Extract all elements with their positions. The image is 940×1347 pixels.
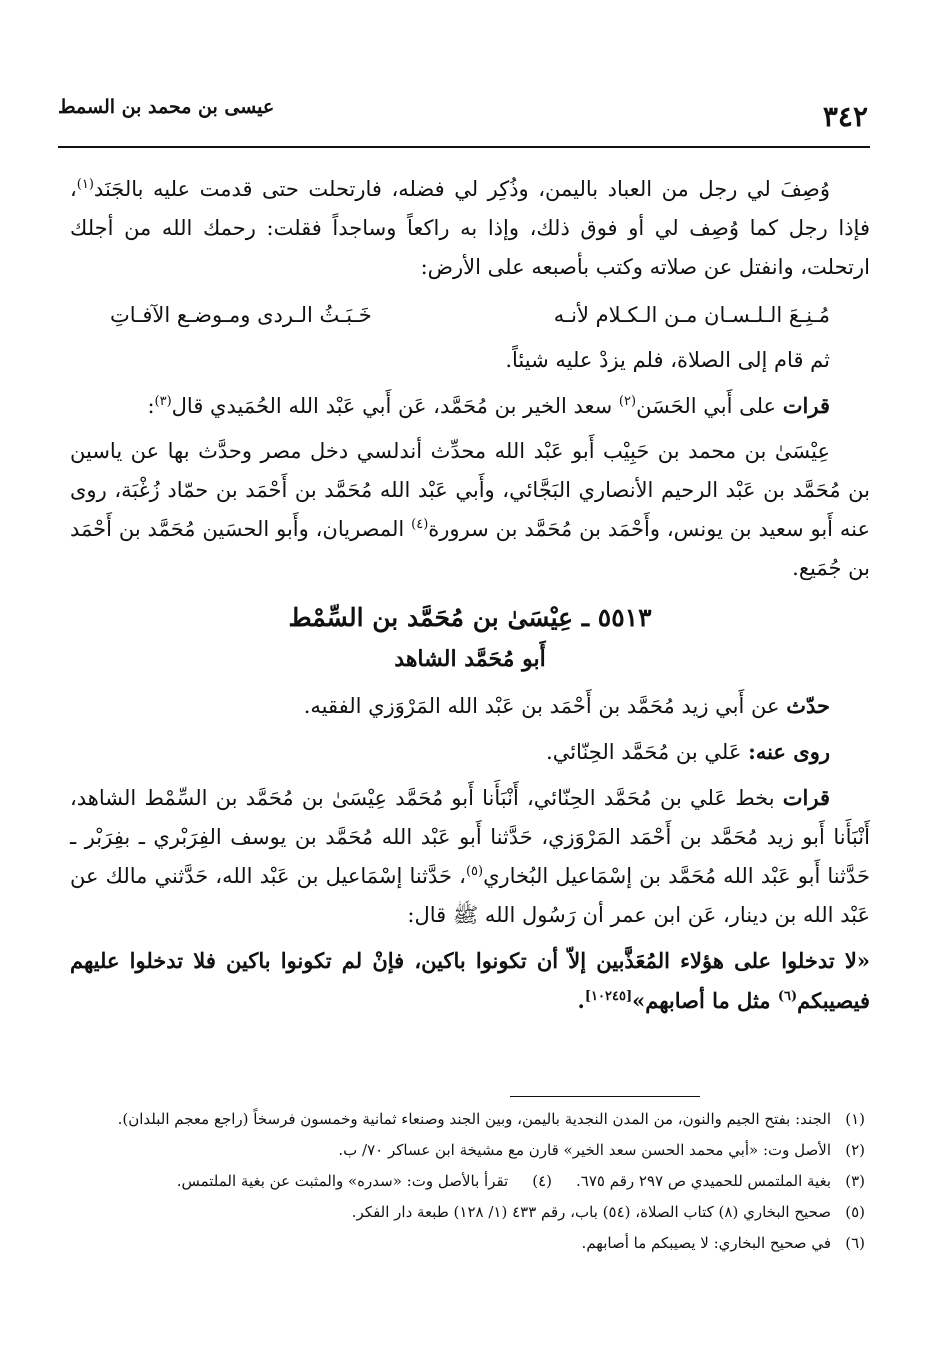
paragraph-text: المصريان، وأَبو الحسَين مُحَمَّد بن أَحْمَد بن جُمَيع. — [70, 517, 870, 580]
poetry-verse — [70, 293, 870, 337]
footnote-text: الأصل وت: «أبي محمد الحسن سعد الخير» قارن مع مشيخة ابن عساكر ٧٠/ ب. — [338, 1141, 831, 1159]
main-text — [70, 170, 870, 1021]
verse-second-hemistich: خَـبَـثُ الـردى ومـوضـع الآفـاتِ — [110, 303, 372, 327]
page-header — [58, 96, 868, 142]
hadith-part: «لا تدخلوا على هؤلاء المُعَذَّبين إلاّ أن تكونوا باكين، فإنْ لم تكونوا باكين فلا تدخلوا عليهم فيصيبكم — [70, 948, 870, 1013]
paragraph-narrators — [70, 732, 870, 772]
footnote-number: (٦) — [845, 1234, 865, 1252]
footnote-1 — [75, 1106, 865, 1133]
footnotes — [75, 1106, 865, 1261]
running-title: عيسى بن محمد بن السمط — [58, 96, 275, 118]
entry-title: ٥٥١٣ ـ عِيْسَىٰ بن مُحَمَّد بن السِّمْط — [288, 603, 652, 632]
paragraph-text: على أَبي الحَسَن — [636, 394, 783, 418]
footnote-text: تقرأ بالأصل وت: «سدره» والمثبت عن بغية الملتمس. — [176, 1172, 509, 1190]
paragraph-biography — [70, 432, 870, 588]
footnote-number: (١) — [845, 1110, 865, 1128]
verse-first-hemistich: مُـنِـعَ الـلـسـان مـن الـكـلام لأنـه — [553, 303, 830, 327]
paragraph-text: ، فإذا رجل كما وُصِف لي أو فوق ذلك، وإذا به راكعاً وساجداً فقلت: رحمك الله من أجلك ارتحلت، وانفتل عن صلاته وكتب بأصبعه على الأرض: — [70, 177, 870, 279]
paragraph-text: ، حَدَّثنا إسْمَاعيل بن عَبْد الله، حَدَّثني مالك عن عَبْد الله بن دينار، عَن ابن عمر أن رَسُول الله ﷺ قال: — [70, 864, 870, 927]
footnote-rule — [510, 1096, 700, 1097]
lead-word: قرات — [782, 393, 830, 418]
footnote-6 — [75, 1230, 865, 1257]
lead-word: حدّث — [786, 693, 830, 718]
paragraph-text: وُصِفَ لي رجل من العباد باليمن، وذُكِر لي فضله، فارتحلت حتى قدمت عليه بالجَنَد — [93, 177, 830, 201]
paragraph-prayer: ثم قام إلى الصلاة، فلم يزدْ عليه شيئاً. — [505, 348, 830, 372]
lead-word: روى عنه: — [748, 739, 830, 764]
paragraph-text: عِيْسَىٰ بن محمد بن حَبِيْب أَبو عَبْد الله محدِّث أندلسي دخل مصر وحدَّث بها عن ياسين بن مُحَمَّد بن عَبْد الرحيم الأنصاري البَجَّائي، وأَبي عَبْد الله مُحَمَّد بن أَحْمَد بن حمّاد زُغْبَة، روى عنه أَبو سعيد بن يونس، وأَحْمَد بن مُحَمَّد بن سرورة — [70, 439, 870, 541]
paragraph-text: سعد الخير بن مُحَمَّد، عَن أَبي عَبْد الله الحُمَيدي قال — [171, 394, 619, 418]
hadith-part: . — [577, 988, 585, 1013]
footnote-ref: (١) — [76, 177, 94, 192]
footnote-ref: (٥) — [465, 864, 484, 879]
footnote-number: (٢) — [845, 1141, 865, 1159]
footnote-text: الجند: بفتح الجيم والنون، من المدن النجدية باليمن، وبين الجند وصنعاء ثمانية وخمسون فرسخاً (راجع معجم البلدان). — [117, 1110, 831, 1128]
paragraph-text: بخط عَلي بن مُحَمَّد الحِنّائي، أَنْبَأَنا أَبو مُحَمَّد عِيْسَىٰ بن مُحَمَّد بن السِّمْط الشاهد، أَنْبَأَنا أَبو زيد مُحَمَّد بن أَحْمَد المَرْوَزي، حَدَّثنا أَبو عَبْد الله مُحَمَّد بن يوسف الفِرَبْري ـ بفِرَبْر ـ حَدَّثنا أَبو عَبْد الله مُحَمَّد بن إسْمَاعيل البُخاري — [70, 786, 870, 888]
footnote-text: صحيح البخاري (٨) كتاب الصلاة، (٥٤) باب، رقم ٤٣٣ (١/ ١٢٨) طبعة دار الفكر. — [351, 1203, 831, 1221]
paragraph-reading — [70, 386, 870, 426]
hadith-text — [70, 941, 870, 1021]
paragraph-text: : — [147, 394, 155, 418]
header-rule — [58, 146, 870, 148]
paragraph-isnad — [70, 778, 870, 935]
paragraph-journey — [70, 170, 870, 287]
hadith-part: مثل ما أصابهم» — [632, 988, 778, 1013]
page-number: ٣٤٢ — [822, 100, 868, 133]
footnote-text: بغية الملتمس للحميدي ص ٢٩٧ رقم ٦٧٥. — [576, 1172, 831, 1190]
footnote-ref: (٢) — [618, 394, 637, 409]
footnote-number: (٤) — [532, 1172, 553, 1190]
footnote-number: (٣) — [845, 1172, 865, 1190]
footnote-number: (٥) — [845, 1203, 865, 1221]
footnote-ref: (٣) — [154, 394, 172, 409]
footnote-3-4 — [75, 1168, 865, 1195]
footnote-2 — [75, 1137, 865, 1164]
footnote-5 — [75, 1199, 865, 1226]
entry-subtitle: أَبو مُحَمَّد الشاهد — [394, 646, 546, 672]
lead-word: قرات — [782, 785, 830, 810]
paragraph-text: عَلي بن مُحَمَّد الحِنّائي. — [546, 740, 749, 764]
hadith-number: [١٠٢٤٥] — [584, 989, 633, 1004]
footnote-text: في صحيح البخاري: لا يصيبكم ما أصابهم. — [581, 1234, 831, 1252]
footnote-ref: (٦) — [777, 989, 798, 1004]
footnote-ref: (٤) — [411, 517, 429, 532]
paragraph-narrated — [70, 686, 870, 726]
paragraph-text: عن أَبي زيد مُحَمَّد بن أَحْمَد بن عَبْد الله المَرْوَزي الفقيه. — [303, 694, 787, 718]
